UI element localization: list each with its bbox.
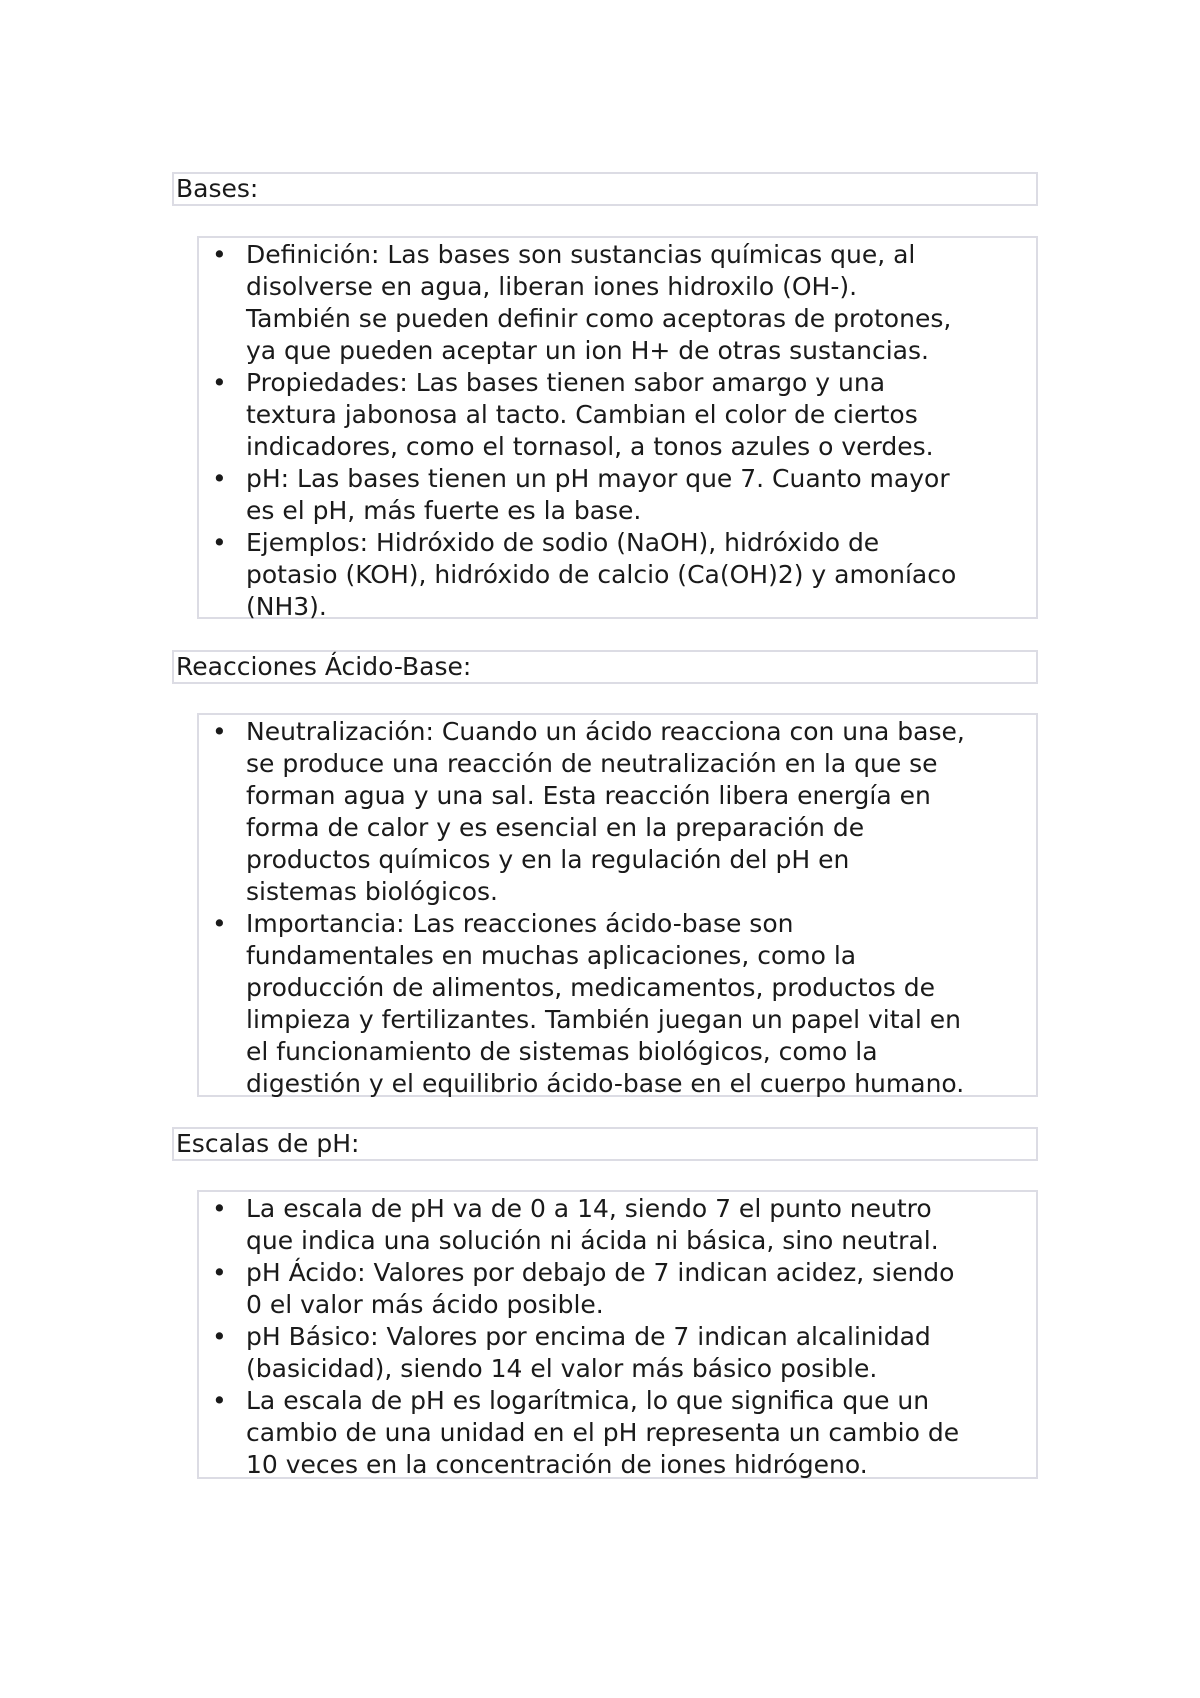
bullet-icon: • [212,909,227,938]
bullet-icon: • [212,1386,227,1415]
bullet-icon: • [212,528,227,557]
list-item-propiedades: • Propiedades: Las bases tienen sabor amargo y una textura jabonosa al tacto. Cambian el color de ciertos indicadores, como el tornasol, a tonos azules o verdes. [212,368,934,461]
reacciones-list [199,716,1036,1100]
escalas-list-box [197,1190,1038,1479]
list-item-logaritmica: • La escala de pH es logarítmica, lo que significa que un cambio de una unidad en el pH representa un cambio de 10 veces en la concentración de iones hidrógeno. [212,1386,960,1479]
section-heading-bases [172,172,1038,206]
list-item-importancia: • Importancia: Las reacciones ácido-base son fundamentales en muchas aplicaciones, como la producción de alimentos, medicamentos, productos de limpieza y fertilizantes. También juegan un papel vital en el funcionamiento de sistemas biológicos, como la digestión y el equilibrio ácido-base en el cuerpo humano. [212,909,965,1098]
bullet-icon: • [212,1194,227,1223]
bullet-icon: • [212,1258,227,1287]
section-heading-text: Bases: [176,174,259,203]
section-heading-text: Reacciones Ácido-Base: [176,652,472,681]
bases-list-box [197,236,1038,619]
bullet-icon: • [212,1322,227,1351]
list-item-ph: • pH: Las bases tienen un pH mayor que 7. Cuanto mayor es el pH, más fuerte es la base. [212,464,950,525]
list-item-ejemplos: • Ejemplos: Hidróxido de sodio (NaOH), hidróxido de potasio (KOH), hidróxido de calcio (Ca(OH)2) y amoníaco (NH3). [212,528,957,621]
reacciones-list-box [197,713,1038,1097]
list-item-neutralizacion: • Neutralización: Cuando un ácido reacciona con una base, se produce una reacción de neutralización en la que se forman agua y una sal. Esta reacción libera energía en forma de calor y es esencial en la preparación de productos químicos y en la regulación del pH en sistemas biológicos. [212,717,965,906]
bullet-icon: • [212,368,227,397]
list-item-ph-acido: • pH Ácido: Valores por debajo de 7 indican acidez, siendo 0 el valor más ácido posible. [212,1258,955,1319]
escalas-list [199,1193,1036,1481]
section-heading-escalas [172,1127,1038,1161]
section-heading-text: Escalas de pH: [176,1129,360,1158]
section-heading-reacciones [172,650,1038,684]
list-item-escala: • La escala de pH va de 0 a 14, siendo 7 el punto neutro que indica una solución ni ácida ni básica, sino neutral. [212,1194,939,1255]
bases-list [199,239,1036,623]
bullet-icon: • [212,240,227,269]
bullet-icon: • [212,717,227,746]
list-item-definicion: • Definición: Las bases son sustancias químicas que, al disolverse en agua, liberan iones hidroxilo (OH-). También se pueden definir como aceptoras de protones, ya que pueden aceptar un ion H+ de otras sustancias. [212,240,952,365]
bullet-icon: • [212,464,227,493]
list-item-ph-basico: • pH Básico: Valores por encima de 7 indican alcalinidad (basicidad), siendo 14 el valor más básico posible. [212,1322,931,1383]
